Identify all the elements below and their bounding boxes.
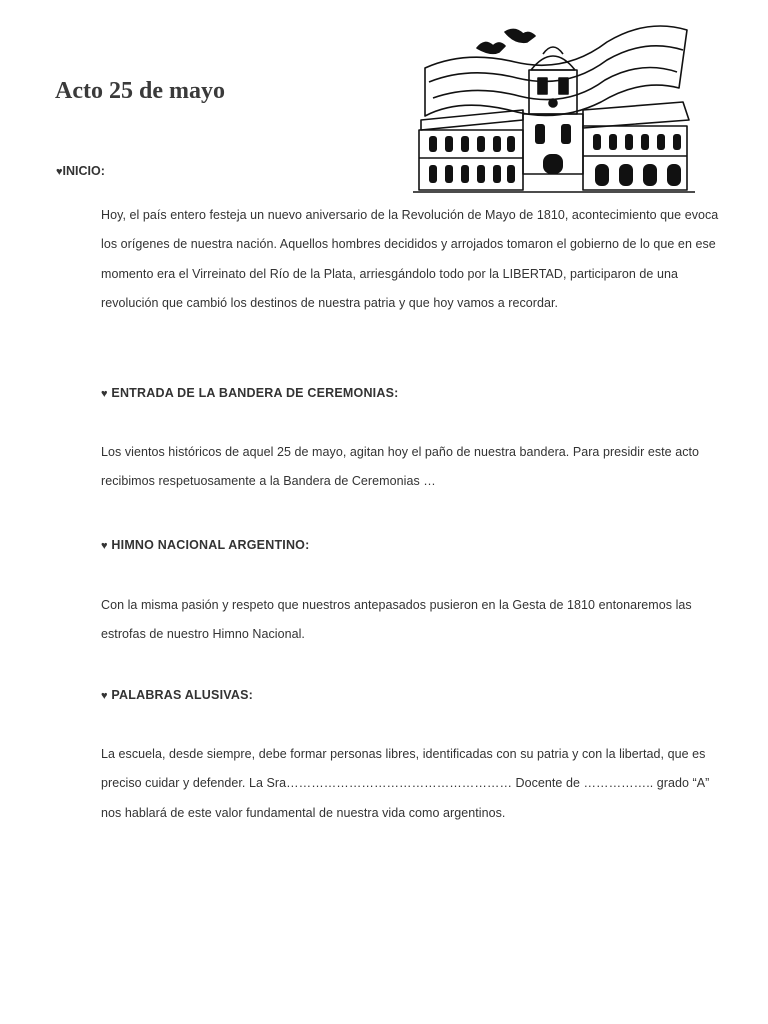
heart-bullet-icon: ♥ xyxy=(101,540,108,552)
section-text-inicio: Hoy, el país entero festeja un nuevo aniversario de la Revolución de Mayo de 1810, acontecimiento que evoca los orígenes de nuestra nación. Aquellos hombres decididos y arrojados tomaron el gobierno de lo que en ese momento era el Virreinato del Río de la Plata, arriesgándolo todo por la LIBERTAD, participaron de una revolución que cambió los destinos de nuestra patria y que hoy vamos a recordar. xyxy=(101,208,719,311)
heart-bullet-icon: ♥ xyxy=(56,166,63,178)
heart-bullet-icon: ♥ xyxy=(101,690,108,702)
section-heading-palabras: ♥ PALABRAS ALUSIVAS: xyxy=(101,688,253,702)
cabildo-with-flag-drawing-icon xyxy=(395,20,713,198)
section-heading-inicio: ♥INICIO: xyxy=(56,164,105,178)
section-text-bandera: Los vientos históricos de aquel 25 de mayo, agitan hoy el paño de nuestra bandera. Para presidir este acto recibimos respetuosamente a la Bandera de Ceremonias … xyxy=(101,445,700,489)
page-title: Acto 25 de mayo xyxy=(55,78,225,104)
section-heading-bandera: ♥ ENTRADA DE LA BANDERA DE CEREMONIAS: xyxy=(101,386,399,400)
section-text-palabras: La escuela, desde siempre, debe formar personas libres, identificadas con su patria y con la libertad, que es preciso cuidar y defender. La Sra……………………………………………… Docente de …………….. grado “A” nos hablará de este valor fundamental de nuestra vida como argentinos. xyxy=(101,747,710,820)
section-text-himno: Con la misma pasión y respeto que nuestros antepasados pusieron en la Gesta de 1810 entonaremos las estrofas de nuestro Himno Nacional. xyxy=(101,598,692,642)
section-heading-himno: ♥ HIMNO NACIONAL ARGENTINO: xyxy=(101,538,310,552)
heart-bullet-icon: ♥ xyxy=(101,388,108,400)
